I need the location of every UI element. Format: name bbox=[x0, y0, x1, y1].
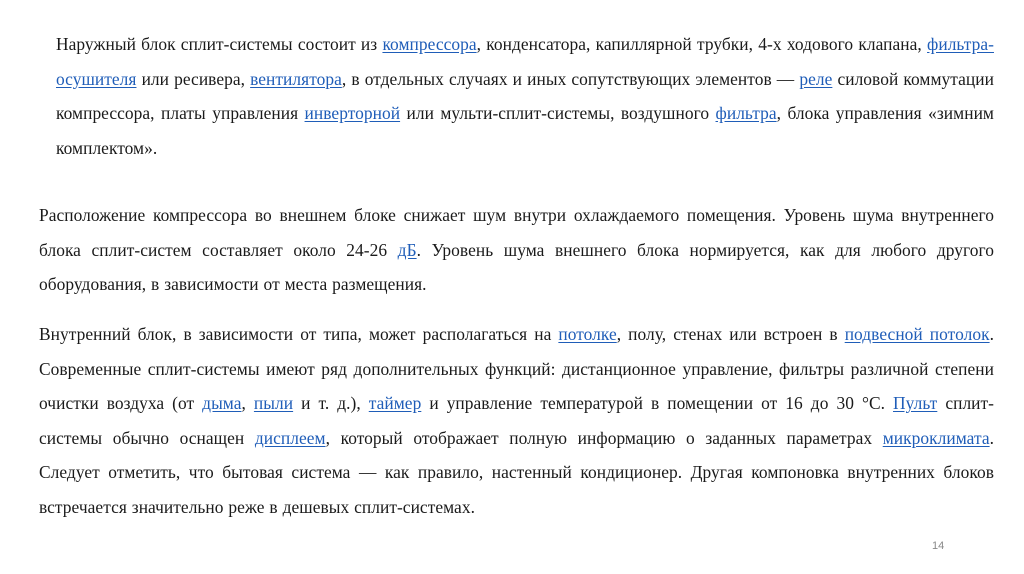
paragraph-compressor-noise bbox=[39, 198, 994, 302]
hyperlink[interactable]: реле bbox=[799, 68, 833, 89]
hyperlink[interactable]: подвесной потолок bbox=[844, 324, 990, 344]
paragraph-outdoor-unit bbox=[56, 27, 994, 165]
hyperlink[interactable]: пыли bbox=[253, 393, 294, 413]
hyperlink[interactable]: дисплеем bbox=[254, 427, 326, 448]
paragraph-text: Расположение компрессора во внешнем блоке снижает шум внутри охлаждаемого помещения. Уровень шума внутреннего блока сплит-систем составляет около 24-26 bbox=[39, 205, 994, 260]
paragraph-text: , блока управления «зимним комплектом». bbox=[56, 103, 994, 158]
paragraph-text: силовой коммутации компрессора, платы управления bbox=[56, 68, 994, 123]
paragraph-indoor-unit bbox=[39, 317, 994, 524]
paragraph-text: или ресивера, bbox=[136, 68, 251, 89]
paragraph-text: , полу, стенах или встроен в bbox=[616, 324, 845, 344]
paragraph-text: , bbox=[241, 393, 254, 413]
hyperlink[interactable]: таймер bbox=[368, 393, 422, 413]
hyperlink[interactable]: дыма bbox=[202, 393, 242, 413]
paragraph-text: , в отдельных случаях и иных сопутствующих элементов — bbox=[341, 68, 800, 89]
paragraph-text: Наружный блок сплит-системы состоит из bbox=[56, 34, 383, 54]
paragraph-text: . Современные сплит-системы имеют ряд дополнительных функций: дистанционное управление, фильтры различной степени очистки воздуха (от bbox=[39, 324, 994, 413]
hyperlink[interactable]: вентилятора bbox=[250, 68, 342, 89]
hyperlink[interactable]: микроклимата bbox=[882, 427, 990, 448]
paragraph-text: . Следует отметить, что бытовая система — как правило, настенный кондиционер. Другая компоновка внутренних блоков встречается значительно реже в дешевых сплит-системах. bbox=[39, 427, 994, 517]
hyperlink[interactable]: фильтра-осушителя bbox=[56, 34, 994, 89]
paragraph-text: сплит-системы обычно оснащен bbox=[39, 393, 995, 448]
hyperlink[interactable]: дБ bbox=[397, 239, 417, 260]
page-number: 14 bbox=[932, 540, 945, 552]
paragraph-text: , конденсатора, капиллярной трубки, 4-х ходового клапана, bbox=[476, 34, 928, 54]
hyperlink[interactable]: Пульт bbox=[893, 393, 938, 413]
hyperlink[interactable]: инверторной bbox=[304, 103, 401, 123]
paragraph-text: или мульти-сплит-системы, воздушного bbox=[400, 103, 716, 123]
paragraph-text: Внутренний блок, в зависимости от типа, может располагаться на bbox=[39, 324, 559, 344]
paragraph-text: и управление температурой в помещении от 16 до 30 °С. bbox=[421, 393, 894, 413]
hyperlink[interactable]: компрессора bbox=[382, 34, 477, 54]
paragraph-text: , который отображает полную информацию о заданных параметрах bbox=[325, 427, 883, 448]
paragraph-text: и т. д.), bbox=[293, 393, 369, 413]
paragraph-text: . Уровень шума внешнего блока нормируется, как для любого другого оборудования, в зависимости от места размещения. bbox=[39, 239, 994, 294]
hyperlink[interactable]: фильтра bbox=[715, 103, 777, 123]
hyperlink[interactable]: потолке bbox=[558, 324, 617, 344]
